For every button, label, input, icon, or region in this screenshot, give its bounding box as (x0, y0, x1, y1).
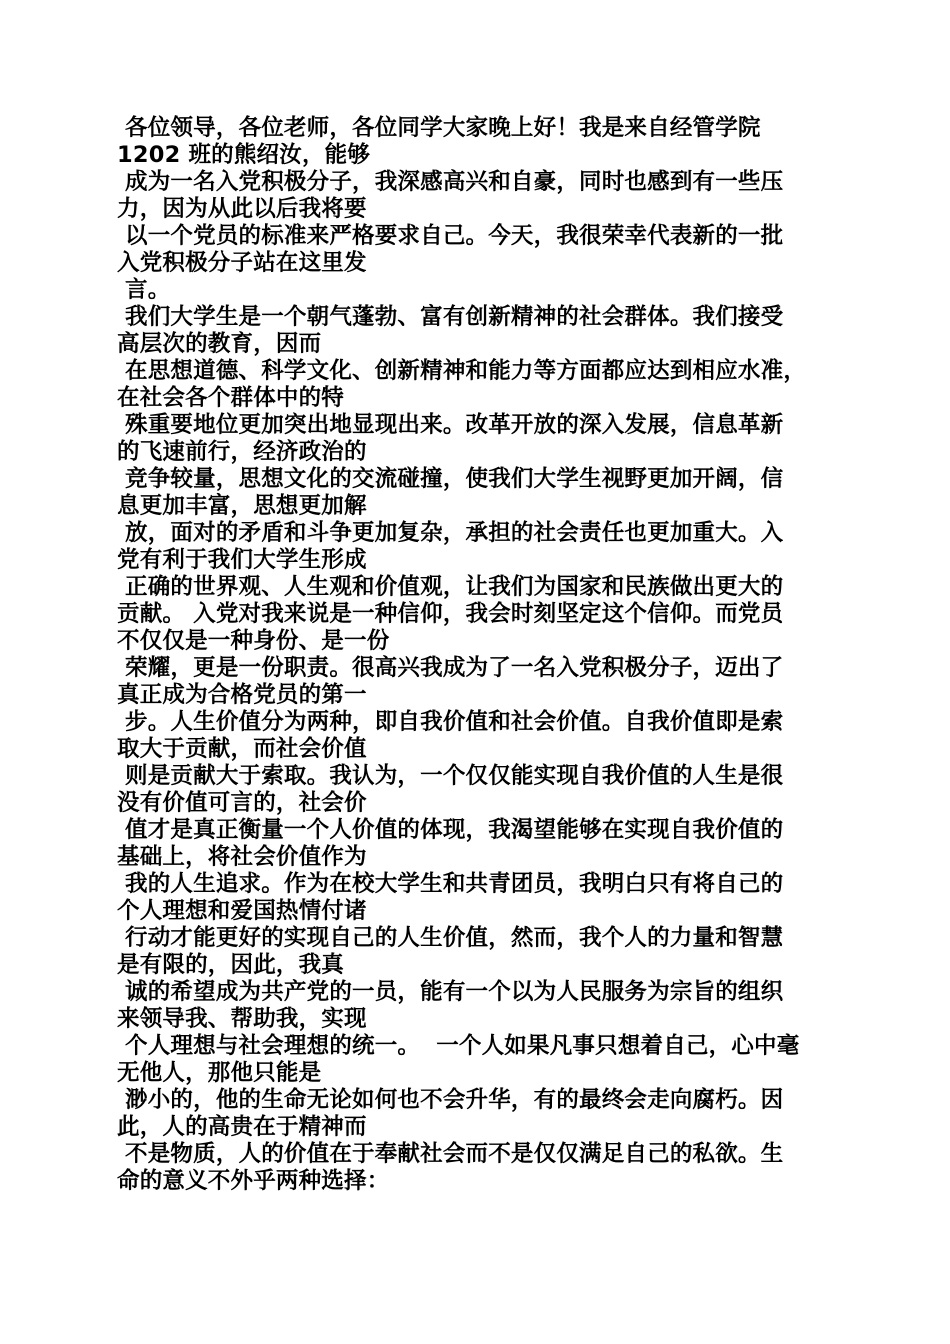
text-line: 竞争较量，思想文化的交流碰撞，使我们大学生视野更加开阔，信 (117, 466, 784, 492)
text-line: 无他人，那他只能是 (117, 1060, 322, 1086)
text-line: 值才是真正衡量一个人价值的体现，我渴望能够在实现自我价值的 (117, 817, 784, 843)
text-line: 取大于贡献，而社会价值 (117, 736, 367, 762)
text-line: 我们大学生是一个朝气蓬勃、富有创新精神的社会群体。我们接受 (117, 304, 784, 330)
text-line: 真正成为合格党员的第一 (117, 682, 367, 708)
text-line: 我的人生追求。作为在校大学生和共青团员，我明白只有将自己的 (117, 871, 784, 897)
text-line: 息更加丰富，思想更加解 (117, 493, 367, 519)
text-line: 来领导我、帮助我，实现 (117, 1006, 367, 1032)
text-line: 渺小的，他的生命无论如何也不会升华，有的最终会走向腐朽。因 (117, 1087, 784, 1113)
text-line: 此，人的高贵在于精神而 (117, 1114, 367, 1140)
text-line: 成为一名入党积极分子，我深感高兴和自豪，同时也感到有一些压 (117, 169, 784, 195)
text-line: 在社会各个群体中的特 (117, 385, 345, 411)
text-line: 基础上，将社会价值作为 (117, 844, 367, 870)
text-line: 1202 班的熊绍汝，能够 (117, 142, 371, 168)
text-line: 各位领导，各位老师，各位同学大家晚上好！我是来自经管学院 (117, 115, 761, 141)
text-line: 高层次的教育，因而 (117, 331, 322, 357)
text-line: 殊重要地位更加突出地显现出来。改革开放的深入发展，信息革新 (117, 412, 784, 438)
text-line: 则是贡献大于索取。我认为，一个仅仅能实现自我价值的人生是很 (117, 763, 784, 789)
text-line: 在思想道德、科学文化、创新精神和能力等方面都应达到相应水准， (117, 358, 807, 384)
text-line: 以一个党员的标准来严格要求自己。今天，我很荣幸代表新的一批 (117, 223, 784, 249)
text-line: 个人理想与社会理想的统一。 一个人如果凡事只想着自己，心中毫 (117, 1033, 800, 1059)
text-line: 荣耀，更是一份职责。很高兴我成为了一名入党积极分子，迈出了 (117, 655, 784, 681)
document-body (117, 115, 837, 1195)
text-line: 放，面对的矛盾和斗争更加复杂，承担的社会责任也更加重大。入 (117, 520, 784, 546)
text-line: 没有价值可言的，社会价 (117, 790, 367, 816)
text-line: 贡献。 入党对我来说是一种信仰，我会时刻坚定这个信仰。而党员 (117, 601, 784, 627)
text-line: 步。人生价值分为两种，即自我价值和社会价值。自我价值即是索 (117, 709, 784, 735)
text-line: 不仅仅是一种身份、是一份 (117, 628, 390, 654)
text-line: 行动才能更好的实现自己的人生价值，然而，我个人的力量和智慧 (117, 925, 784, 951)
text-line: 诚的希望成为共产党的一员，能有一个以为人民服务为宗旨的组织 (117, 979, 784, 1005)
text-line: 是有限的，因此，我真 (117, 952, 345, 978)
text-line: 命的意义不外乎两种选择： (117, 1168, 390, 1194)
text-line: 个人理想和爱国热情付诸 (117, 898, 367, 924)
text-line: 入党积极分子站在这里发 (117, 250, 367, 276)
text-line: 的飞速前行，经济政治的 (117, 439, 367, 465)
text-line: 正确的世界观、人生观和价值观，让我们为国家和民族做出更大的 (117, 574, 784, 600)
text-line: 力，因为从此以后我将要 (117, 196, 367, 222)
text-line: 不是物质，人的价值在于奉献社会而不是仅仅满足自己的私欲。生 (117, 1141, 784, 1167)
text-line: 党有利于我们大学生形成 (117, 547, 367, 573)
text-line: 言。 (117, 277, 171, 303)
